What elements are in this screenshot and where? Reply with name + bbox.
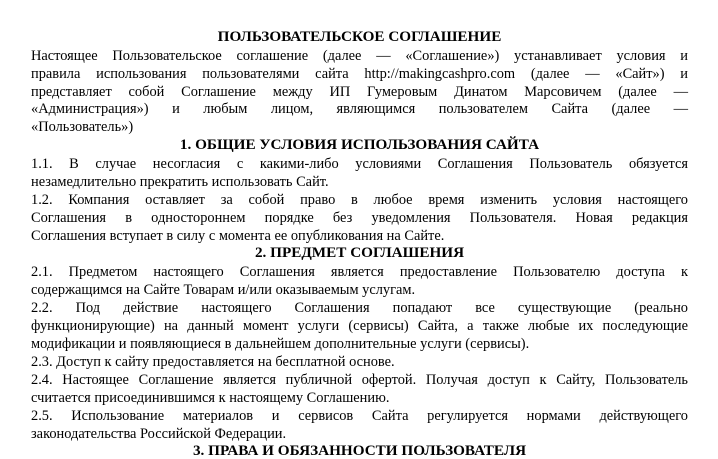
intro-line-3: представляет собой Соглашение между ИП Гумеровым Динатом Марсовичем (далее — bbox=[31, 84, 688, 100]
section-1-line-5: Соглашения вступает в силу с момента ее опубликования на Сайте. bbox=[31, 228, 445, 244]
section-1-line-2: незамедлительно прекратить использовать Сайт. bbox=[31, 174, 329, 190]
section-1-line-1: 1.1. В случае несогласия с какими-либо условиями Соглашения Пользователь обязуется bbox=[31, 156, 688, 172]
section-2-line-3: 2.2. Под действие настоящего Соглашения попадают все существующие (реально bbox=[31, 300, 688, 316]
section-2-line-2: содержащимся на Сайте Товарам и/или оказываемым услугам. bbox=[31, 282, 416, 298]
section-2-line-7: 2.4. Настоящее Соглашение является публичной офертой. Получая доступ к Сайту, Пользователь bbox=[31, 372, 688, 388]
intro-line-4: «Администрация») и любым лицом, являющимся пользователем Сайта (далее — bbox=[31, 101, 688, 117]
intro-line-1: Настоящее Пользовательское соглашение (далее — «Соглашение») устанавливает условия и bbox=[31, 48, 688, 64]
section-2-line-8: считается присоединившимся к настоящему Соглашению. bbox=[31, 390, 390, 406]
section-2-line-4: функционирующие) на данный момент услуги (сервисы) Сайта, а также любые их последующие bbox=[31, 318, 688, 334]
section-2-line-1: 2.1. Предметом настоящего Соглашения является предоставление Пользователю доступа к bbox=[31, 264, 688, 280]
section-1-line-3: 1.2. Компания оставляет за собой право в любое время изменить условия настоящего bbox=[31, 192, 688, 208]
intro-line-5: «Пользователь») bbox=[31, 119, 134, 135]
section-1-line-4: Соглашения в одностороннем порядке без уведомления Пользователя. Новая редакция bbox=[31, 210, 688, 226]
intro-line-2: правила использования пользователями сайта http://makingcashpro.com (далее — «Сайт») и bbox=[31, 66, 688, 82]
section-2-line-9: 2.5. Использование материалов и сервисов Сайта регулируется нормами действующего bbox=[31, 408, 688, 424]
section-2-line-5: модификации и появляющиеся в дальнейшем дополнительные услуги (сервисы). bbox=[31, 336, 530, 352]
section-2-line-10: законодательства Российской Федерации. bbox=[31, 426, 287, 442]
section-2-heading: 2. ПРЕДМЕТ СОГЛАШЕНИЯ bbox=[254, 244, 465, 261]
section-3-heading: 3. ПРАВА И ОБЯЗАННОСТИ ПОЛЬЗОВАТЕЛЯ bbox=[192, 442, 527, 459]
section-2-line-6: 2.3. Доступ к сайту предоставляется на бесплатной основе. bbox=[31, 354, 395, 370]
document-title: ПОЛЬЗОВАТЕЛЬСКОЕ СОГЛАШЕНИЕ bbox=[217, 28, 502, 45]
section-1-heading: 1. ОБЩИЕ УСЛОВИЯ ИСПОЛЬЗОВАНИЯ САЙТА bbox=[179, 136, 540, 153]
